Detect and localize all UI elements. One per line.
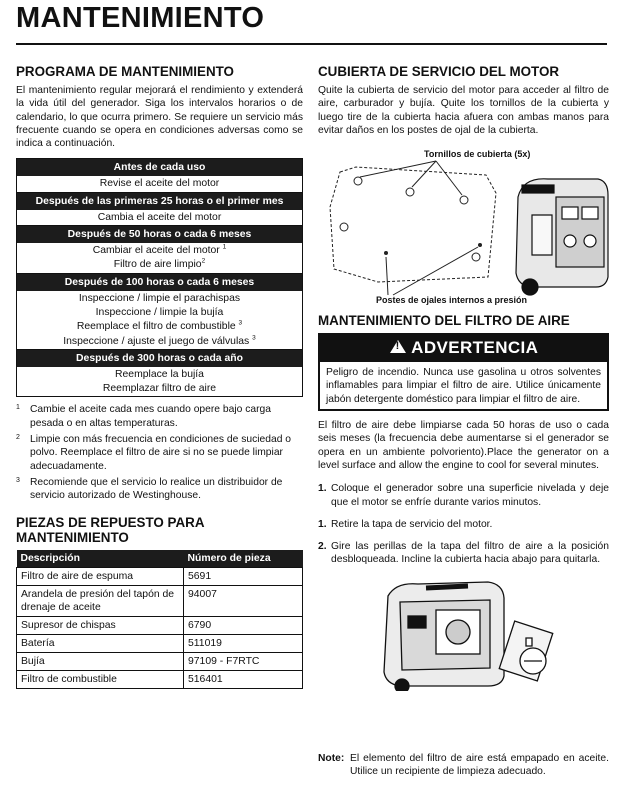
table-row: Bujía 97109 - F7RTC: [17, 652, 303, 670]
schedule-item: Reemplazar filtro de aire: [102, 383, 217, 395]
warning-triangle-icon: !: [389, 339, 407, 354]
table-row: Supresor de chispas 6790: [17, 616, 303, 634]
air-filter-heading: MANTENIMIENTO DEL FILTRO DE AIRE: [318, 313, 570, 329]
right-column: [318, 64, 609, 691]
table-row: Batería 511019: [17, 634, 303, 652]
table-row: Filtro de aire de espuma 5691: [17, 567, 303, 585]
schedule-item: Reemplace el filtro de combustible $^3$: [76, 319, 243, 333]
schedule-item: Cambia el aceite del motor: [97, 211, 222, 223]
air-filter-figure: [318, 576, 609, 691]
schedule-item: Filtro de aire limpio$^2$: [113, 257, 206, 271]
schedule-group-head: Después de 300 horas o cada año: [17, 349, 302, 367]
footnote: 2 Limpie con más frecuencia en condiciones de suciedad o polvo. Reemplace el filtro de aire si no se puede limpiar adecuadamente.: [16, 434, 292, 472]
footnotes: [16, 403, 303, 502]
table-row: Filtro de combustible 516401: [17, 670, 303, 688]
air-filter-intro: El filtro de aire debe limpiarse cada 50 horas de uso o cada seis meses (la frecuencia debe aumentarse si el generador se opera en un ambiente polvoriento).Place the generator on a level surface and allow the engine to cool for several minutes.: [318, 420, 609, 471]
screws-callout: Tornillos de cubierta (5x): [424, 149, 531, 160]
list-item: 1. Coloque el generador sobre una superficie nivelada y deje que el motor se enfríe durante varios minutos.: [318, 483, 609, 508]
schedule-group-head: Después de 100 horas o cada 6 meses: [17, 273, 302, 291]
schedule-item: Inspeccione / ajuste el juego de válvulas $^3$: [63, 334, 256, 347]
schedule-item: Cambiar el aceite del motor $^1$: [92, 243, 227, 257]
title-divider: [16, 43, 607, 45]
schedule-group-head: Después de las primeras 25 horas o el primer mes: [17, 192, 302, 210]
maintenance-schedule-table: [16, 158, 303, 397]
footnote-ref: 2: [201, 257, 206, 265]
footnote-ref: 3: [238, 319, 243, 327]
schedule-intro: El mantenimiento regular mejorará el rendimiento y extenderá la vida útil del generador. Siga los intervalos horarios o de calendario, lo que ocurra primero. Se requiere un servicio más frecuente cuando se opera en condiciones adversas como se indica a continuación.: [16, 85, 303, 150]
parts-col-description: Descripción: [17, 550, 184, 568]
schedule-group-head: Antes de cada uso: [17, 159, 302, 176]
schedule-item: Inspeccione / limpie el parachispas: [78, 292, 241, 304]
table-row: Arandela de presión del tapón de drenaje de aceite 94007: [17, 585, 303, 616]
posts-callout: Postes de ojales internos a presión: [376, 295, 528, 306]
warning-header: [320, 335, 607, 362]
left-column: [16, 64, 303, 689]
note-text: El elemento del filtro de aire está empapado en aceite. Utilice un recipiente de limpieza adecuado.: [350, 753, 609, 778]
warning-text: Peligro de incendio. Nunca use gasolina u otros solventes inflamables para limpiar el filtro de aire. Utilice únicamente jabón detergente doméstico para limpiar el filtro de aire.: [326, 367, 601, 405]
footnote-ref: 3: [252, 334, 256, 342]
footnote: 3 Recomiende que el servicio lo realice un distribuidor de servicio autorizado de Westinghouse.: [16, 476, 283, 502]
footnote-ref: 1: [222, 243, 227, 251]
note-label: Note:: [318, 753, 345, 764]
list-item: 2. Gire las perillas de la tapa del filtro de aire a la posición desbloqueada. Incline la cubierta hacia abajo para quitarla.: [318, 541, 609, 566]
schedule-item: Reemplace la bujía: [115, 368, 204, 380]
parts-col-number: Número de pieza: [184, 550, 303, 568]
cover-body: Quite la cubierta de servicio del motor para acceder al filtro de aire, carburador y bujía. Quite los tornillos de la cubierta y luego tire de la cubierta hacia afuera con ambas manos para evitar daños en los postes de ojal de la cubierta.: [318, 85, 609, 136]
parts-table: [16, 550, 303, 689]
schedule-item: Inspeccione / limpie la bujía: [95, 306, 224, 318]
schedule-group-head: Después de 50 horas o cada 6 meses: [17, 225, 302, 243]
warning-box: [318, 333, 609, 411]
cover-heading: CUBIERTA DE SERVICIO DEL MOTOR: [318, 64, 560, 79]
schedule-item: Revise el aceite del motor: [99, 178, 220, 190]
air-filter-steps: [318, 482, 609, 566]
list-item: 1. Retire la tapa de servicio del motor.: [318, 518, 493, 530]
parts-heading: PIEZAS DE REPUESTO PARA MANTENIMIENTO: [16, 514, 204, 545]
service-cover-illustration: [318, 137, 609, 305]
footnote: 1 Cambie el aceite cada mes cuando opere bajo carga pesada o en altas temperaturas.: [16, 404, 271, 429]
note: [318, 752, 609, 779]
air-filter-illustration: [318, 576, 609, 691]
warning-title: ADVERTENCIA: [411, 338, 539, 358]
page-title: MANTENIMIENTO: [16, 2, 265, 34]
service-cover-figure: [318, 137, 609, 305]
schedule-heading: PROGRAMA DE MANTENIMIENTO: [16, 64, 234, 79]
